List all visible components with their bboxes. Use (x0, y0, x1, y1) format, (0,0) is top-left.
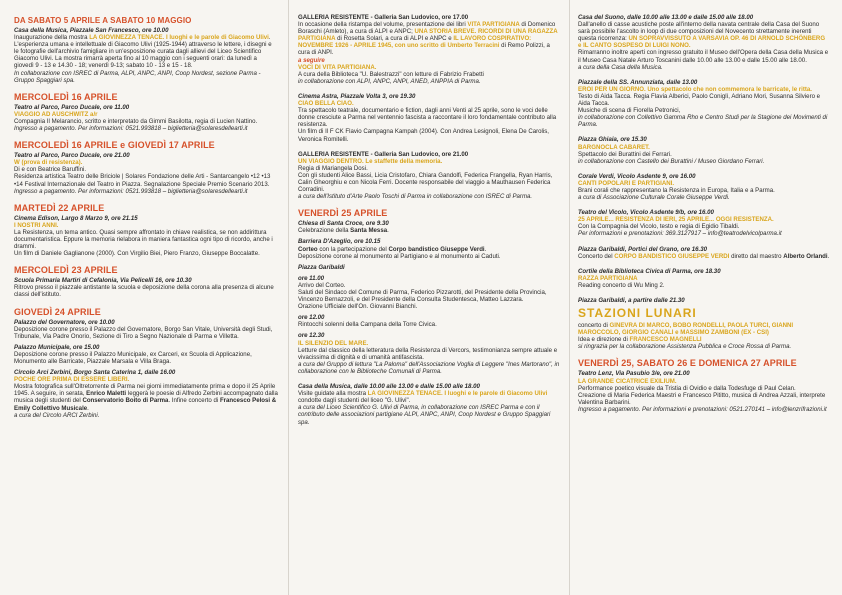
date-heading: MERCOLEDÌ 16 APRILE e GIOVEDÌ 17 APRILE (14, 140, 215, 151)
event-title: IL SILENZIO DEL MARE. (298, 339, 369, 347)
event-description: Performance poetico visuale da Tristia di Ovidio e dalla Todesfuge di Paul Celan. Creazione di Maria Federica Maestri e Francesco Pititto, musica di Andrea Azzali, interprete Valentina Barbarini. (578, 384, 826, 406)
ticket-info: Per informazioni e prenotazioni: 369.3127917 – info@teatrodelvicolparma.it (578, 230, 782, 238)
venue: Cinema Astra, Piazzale Volta 3, ore 19.30 (298, 92, 416, 100)
event-title: POCHE ORE PRIMA DI ESSERE LIBERI. (14, 376, 130, 384)
event-block (298, 93, 560, 143)
organizer-note: a cura del Gruppo di lettura "La Paloma" dell'Associazione Voglia di Leggere "Ines Martorano", in collaborazione con le Biblioteche Comunali di Parma. (298, 360, 560, 375)
event-title: VIAGGIO AD AUSCHWITZ a/r (14, 110, 98, 118)
venue: Teatro Lenz, Via Pasubio 3/e, ore 21.00 (578, 370, 690, 378)
event-description: Dall'anello di casse acustiche poste all'interno della navata centrale della Casa del Suono sarà possibile l'ascolto in loop di due composizioni del Novecento strettamente inerenti questa ricorrenza: UN SOPRAVVISSUTO A VARSAVIA OP. 46 DI ARNOLD SCHÖNBERG e IL CANTO SOSPESO DI LUIGI NONO. (578, 21, 826, 50)
event-block (298, 14, 560, 85)
event-description: In occasione della ristampa del volume, presentazione dei libri VITA PARTIGIANA di Domenico Boraschi (Amleto), a cura di ALPI e ANPC; UNA STORIA BREVE. RICORDI DI UNA RAGAZZA PARTIGIANA di Rosetta Solari, a cura di ALPI e ANPC e IL LAVORO COSPIRATIVO: NOVEMBRE 1926 - APRILE 1945, con uno scritto di Umberto Terracini di Remo Polizzi, a cura di ANPI. (298, 21, 558, 57)
event-title: 25 APRILE... RESISTENZA DI IERI, 25 APRILE... OGGI RESISTENZA. (578, 216, 774, 224)
event-description: Reading concerto di Wu Ming 2. (578, 281, 665, 289)
event-title: I NOSTRI ANNI. (14, 221, 59, 229)
organizer-note: a cura di Associazione Culturale Corale Giuseppe Verdi. (578, 194, 730, 202)
ticket-info: Ingresso a pagamento. Per informazioni e prenotazioni: 0521.270141 – info@lenzrifrazioni.it (578, 405, 827, 413)
event-description: Arrivo del Corteo. Saluti del Sindaco del Comune di Parma, Federico Pizzarotti, del Presidente della Provincia, Vincenzo Bernazzoli, e del Presidente della Consulta Studentesca, Matteo Lazzara. Orazione Ufficiale dell'On. Giovanni Bianchi. (298, 281, 547, 311)
event-block (578, 358, 830, 413)
event-description: Celebrazione della Santa Messa. (298, 227, 389, 235)
event-description: Compagnia Il Melarancio, scritto e interpretato da Gimmi Basilotta, regia di Lucien Nattino. (14, 117, 258, 125)
event-block (14, 203, 278, 258)
organizer-note: a cura del Liceo Scientifico G. Ulivi di Parma, in collaborazione con ISREC Parma e con il contributo delle associazioni partigiane ALPI, ANPC, ANPI, Coop Nordest e Gruppo Spaggiari spa. (298, 404, 551, 426)
collaboration-note: in collaborazione con Castello dei Burattini / Museo Giordano Ferrari. (578, 157, 765, 165)
event-block (14, 307, 278, 419)
event-title: CIAO BELLA CIAO. (298, 100, 354, 108)
organizer-note: a cura dell'Istituto d'Arte Paolo Toschi di Parma in collaborazione con ISREC di Parma. (298, 193, 533, 201)
venue: Piazza Garibaldi (298, 263, 345, 271)
venue: Casa della Musica, Piazzale San Francesco, ore 10.00 (14, 27, 169, 34)
venue: Circolo Arci Zerbini, Borgo Santa Caterina 1, dalle 16.00 (14, 369, 176, 377)
venue: Teatro al Parco, Parco Ducale, ore 11.00 (14, 103, 130, 111)
a-seguire-label: a seguire (298, 56, 325, 64)
event-description: Deposizione corone presso il Palazzo Municipale, ex Carceri, ex Scuola di Applicazione, Monumento alle Barricate, Piazzale Marsala e Villa Braga. (14, 350, 252, 365)
venue: Chiesa di Santa Croce, ore 9.30 (298, 220, 389, 228)
event-block (14, 16, 278, 84)
event-description: Testo di Aida Tacca. Regia Flavia Alberici, Paolo Coniglì, Adriano Mori, Susanna Silviero e Aida Tacca. Musiche di scena di Fiorella Petronici, (578, 92, 821, 115)
event-description: Rimarranno inoltre aperti con ingresso gratuito il Museo dell'Opera della Casa della Musica e il Museo Casa Natale Arturo Toscanini dalle 10.00 alle 13.00 e dalle 15.00 alle 18.00. (578, 49, 829, 64)
event-block (578, 209, 830, 237)
event-title: VOCI DI VITA PARTIGIANA. (298, 63, 377, 71)
event-description: Brani corali che rappresentano la Resistenza in Europa, Italia e a Parma. (578, 186, 775, 194)
column-divider (288, 0, 289, 595)
event-block (578, 14, 830, 71)
venue: Piazza Garibaldi, Portici del Grano, ore 16.30 (578, 245, 708, 253)
event-description: Spettacolo dei Burattini dei Ferrari. (578, 150, 672, 158)
film-credits: Un film di Il F CK Flavio Campagna Kampah (2004). Con Andrea Lesignoli, Elena De Carolis, Veronica Romitelli. (298, 128, 549, 143)
event-block (298, 383, 560, 426)
date-heading: DA SABATO 5 APRILE A SABATO 10 MAGGIO (14, 16, 192, 25)
organizer-note: a cura della Casa della Musica. (578, 63, 663, 71)
event-title: LA GRANDE CICATRICE EXILIUM. (578, 377, 677, 385)
event-block (578, 173, 830, 201)
date-heading: MARTEDÌ 22 APRILE (14, 202, 105, 213)
time-label: ore 12.30 (298, 332, 325, 340)
event-description: Rintocchi solenni della Campana della Torre Civica. (298, 321, 437, 329)
collaboration-note: In collaborazione con ISREC di Parma, ALPI, ANPC, ANPI, Coop Nordest, sezione Parma - Gruppo Spaggiari spa. (14, 69, 261, 84)
venue: Casa del Suono, dalle 10.00 alle 13.00 e dalle 15.00 alle 18.00 (578, 14, 754, 21)
date-heading: MERCOLEDÌ 16 APRILE (14, 91, 118, 102)
event-description: concerto di GINEVRA DI MARCO, BOBO RONDELLI, PAOLA TURCI, GIANNI MAROCCOLO, GIORGIO CANALI e MASSIMO ZAMBONI (EX - CSI) (578, 322, 794, 337)
event-title: UN VIAGGIO DENTRO. Le staffette della memoria. (298, 157, 443, 165)
event-title: STAZIONI LUNARI (578, 306, 697, 321)
event-block (578, 79, 830, 129)
event-block (578, 136, 830, 164)
event-title: CANTI POPOLARI E PARTIGIANI. (578, 179, 675, 187)
event-description: Inaugurazione della mostra LA GIOVINEZZA TENACE. I luoghi e le parole di Giacomo Ulivi. L'esperienza umana e intellettuale di Giacomo Ulivi (1925-1944) attraverso le lettere, i disegni e le fotografie dell'archivio famigliare in un'esposizione curata dagli allievi del Liceo Scientifico Giacomo Ulivi. La mostra rimarrà aperta fino al 10 maggio con i seguenti orari: da lunedì a giovedì 9 - 13 e 14.30 - 18; venerdì 9-13; sabato 10 - 13 e 15 - 18. (14, 34, 272, 70)
date-heading: GIOVEDÌ 24 APRILE (14, 306, 101, 317)
venue: Casa della Musica, dalle 10.00 alle 13.00 e dalle 15.00 alle 18.00 (298, 383, 480, 391)
event-title: LA GIOVINEZZA TENACE. I luoghi e le parole di Giacomo Ulivi (89, 34, 269, 42)
event-block (578, 246, 830, 260)
venue: Cortile della Biblioteca Civica di Parma, ore 18.30 (578, 267, 721, 275)
venue: GALLERIA RESISTENTE - Galleria San Ludovico, ore 17.00 (298, 14, 469, 21)
venue: Palazzo Municipale, ore 15.00 (14, 343, 100, 351)
venue: Corale Verdi, Vicolo Asdente 9, ore 16.00 (578, 172, 696, 180)
ticket-info: Ingresso a pagamento. Per informazioni: 0521.993818 – biglietteria@solaresdellearti.it (14, 125, 248, 133)
event-title: W (prova di resistenza). (14, 159, 83, 167)
organizer-note: a cura del Circolo ARCI Zerbini. (14, 411, 100, 419)
venue: Palazzo del Governatore, ore 10.00 (14, 318, 115, 326)
event-title: RAZZA PARTIGIANA (578, 274, 638, 282)
event-description: Di e con Beatrice Baruffini. Residenza artistica Teatro delle Briciole | Solares Fondazione delle Arti - Santarcangelo •12 •13 •14 Festival Internazionale del Teatro in Piazza. Segnalazione Speciale Premio Scenario 2013. (14, 166, 271, 188)
event-description: Visite guidate alla mostra LA GIOVINEZZA TENACE. I luoghi e le parole di Giacomo Ulivi condotte dagli studenti del liceo "G. Ulivi". (298, 390, 548, 405)
time-label: ore 12.00 (298, 314, 325, 322)
event-description: Corteo con la partecipazione del Corpo bandistico Giuseppe Verdi. Deposizione corone al monumento al Partigiano e al monumento ai Caduti. (298, 245, 501, 260)
event-block (298, 151, 560, 201)
event-title: BARGNOCLA CABARET. (578, 143, 650, 151)
venue: Piazza Garibaldi, a partire dalle 21.30 (578, 297, 685, 304)
collaboration-note: in collaborazione con Collettivo Gamma Rho e Centro Studi per la Stagione dei Movimenti di Parma. (578, 114, 828, 129)
event-description: Letture dal classico della letteratura della Resistenza di Vercors, testimonianza sempre attuale e vivacissima di dignità e di umanità antifascista. (298, 346, 558, 361)
event-block (578, 268, 830, 289)
venue: Piazzale della SS. Annunziata, dalle 13.00 (578, 78, 698, 86)
event-block (14, 92, 278, 132)
venue: GALLERIA RESISTENTE - Galleria San Ludovico, ore 21.00 (298, 150, 469, 158)
direction-credit: Idea e direzione di FRANCESCO MAGNELLI (578, 336, 702, 344)
venue: Piazza Ghiaia, ore 15.30 (578, 136, 647, 144)
time-label: ore 11.00 (298, 274, 324, 282)
event-description: Regia di Mariangela Dosi. Con gli studenti Alice Bassi, Licia Cristofaro, Chiara Gandolfi, Federica Frangella, Ryan Harris, Calin Gheorghiu e con Nicola Ferri. Docente responsabile del viaggio a Mauthausen Federica Corradini. (298, 164, 553, 194)
event-block (298, 208, 560, 375)
column-divider (569, 0, 570, 595)
date-heading: VENERDÌ 25, SABATO 26 E DOMENICA 27 APRILE (578, 358, 797, 369)
venue: Teatro al Parco, Parco Ducale, ore 21.00 (14, 152, 130, 160)
thanks-note: si ringrazia per la collaborazione Assistenza Pubblica e Croce Rossa di Parma. (578, 343, 792, 351)
event-description: Ritrovo presso il piazzale antistante la scuola e deposizione della corona alla presenza di alcune classi dell'istituto. (14, 284, 274, 299)
event-block (578, 297, 830, 350)
film-credits: Un film di Daniele Gaglianone (2000). Con Virgilio Biei, Piero Franzo, Giuseppe Boccalatte. (14, 250, 260, 258)
event-description: Concerto del CORPO BANDISTICO GIUSEPPE VERDI diretto dal maestro Alberto Orlandi. (578, 252, 830, 260)
column-3 (578, 14, 830, 421)
venue: Barriera D'Azeglio, ore 10.15 (298, 238, 381, 246)
event-description: Deposizione corone presso il Palazzo del Governatore, Borgo San Vitale, Università degli Studi, Tribunale, Via Padre Onorio, Sezione di Tiro a Segno Nazionale di Parma e Villetta. (14, 325, 273, 340)
venue: Teatro del Vicolo, Vicolo Asdente 9/b, ore 16.00 (578, 209, 714, 217)
event-description: Mostra fotografica sull'Oltretorrente di Parma nei giorni immediatamente prima e dopo il 25 Aprile 1945. A seguire, in serata, Enrico Maletti leggerà le poesie di Alfredo Zerbini accompagnato dalla musica degli studenti del Conservatorio Boito di Parma. Infine concerto di Francesco Pelosi & Emily Collettivo Musicale. (14, 383, 278, 412)
event-block (14, 265, 278, 298)
event-title: EROI PER UN GIORNO. Uno spettacolo che non commemora le barricate, le ritta. (578, 85, 812, 93)
column-1 (14, 14, 278, 427)
event-description: Con la Compagnia del Vicolo, testo e regia di Egidio Tibaldi. (578, 223, 740, 231)
collaboration-note: in collaborazione con ALPI, ANPC, ANPI, ANED, ANPPIA di Parma. (298, 77, 481, 85)
venue: Cinema Edison, Largo 8 Marzo 9, ore 21.15 (14, 214, 138, 222)
event-description: Tra spettacolo teatrale, documentario e fiction, dagli anni Venti al 25 aprile, sono le voci delle donne cresciute a Parma nel ventennio fascista a raccontare il loro fondamentale contributo alla resistenza. (298, 107, 557, 129)
performers: GINEVRA DI MARCO, BOBO RONDELLI, PAOLA TURCI, GIANNI MAROCCOLO, GIORGIO CANALI e MASSIMO ZAMBONI (EX - CSI) (578, 322, 794, 337)
column-2 (298, 14, 560, 434)
date-heading: VENERDÌ 25 APRILE (298, 208, 388, 219)
venue: Scuola Primaria Martiri di Cefalonia, Via Pelicelli 16, ore 10.30 (14, 277, 192, 285)
event-description: A cura della Biblioteca "U. Balestrazzi" con letture di Fabrizio Frabetti (298, 70, 484, 78)
event-block (14, 140, 278, 195)
ticket-info: Ingresso a pagamento. Per informazioni: 0521.993818 – biglietteria@solaresdellearti.it (14, 187, 248, 195)
event-description: La Resistenza, un tema antico. Quasi sempre affrontato in chiave realistica, se non addirittura documentaristica. Eppure la memoria rielabora in maniera fantastica ogni tipo di ricordo, anche i drammi. (14, 228, 273, 251)
date-heading: MERCOLEDÌ 23 APRILE (14, 265, 118, 276)
